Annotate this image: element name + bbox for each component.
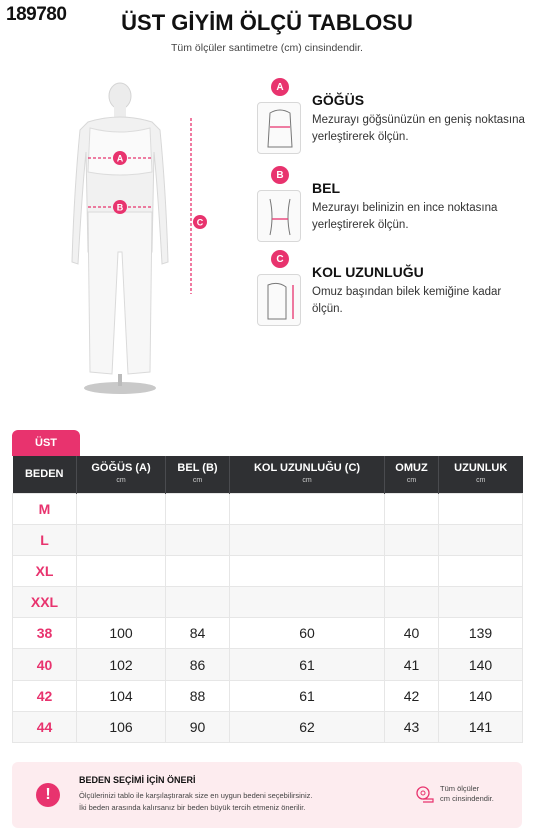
note-line-2: İki beden arasında kalırsanız bir beden büyük tercih etmeniz önerilir. — [79, 803, 306, 812]
arm-length-cell — [230, 524, 385, 555]
chest-cell: 102 — [77, 649, 166, 680]
note-unit-line-1: Tüm ölçüler — [440, 784, 480, 793]
measuring-tape-icon — [414, 784, 434, 804]
header-arm-length: KOL UZUNLUĞU (C) cm — [230, 456, 385, 493]
measure-waist — [255, 166, 530, 246]
figure-label-a-text: A — [116, 153, 124, 164]
table-row — [13, 711, 523, 742]
header-chest: GÖĞÜS (A) cm — [77, 456, 166, 493]
badge-a: A — [271, 78, 289, 96]
chest-cell — [77, 587, 166, 618]
size-cell: 44 — [13, 711, 77, 742]
badge-b: B — [271, 166, 289, 184]
arm-length-cell: 62 — [230, 711, 385, 742]
chest-cell: 106 — [77, 711, 166, 742]
chest-cell: 100 — [77, 618, 166, 649]
header-length: UZUNLUK cm — [439, 456, 523, 493]
note-line-1: Ölçülerinizi tablo ile karşılaştırarak size en uygun bedeni seçebilirsiniz. — [79, 791, 313, 800]
length-cell — [439, 555, 523, 586]
measure-waist-title: BEL — [312, 180, 340, 196]
badge-c: C — [271, 250, 289, 268]
measure-waist-desc: Mezurayı belinizin en ince noktasına yerleştirerek ölçün. — [312, 202, 498, 231]
size-cell: 38 — [13, 618, 77, 649]
chest-measure-icon — [257, 102, 301, 154]
length-cell: 140 — [439, 680, 523, 711]
chest-cell: 104 — [77, 680, 166, 711]
arm-length-cell: 60 — [230, 618, 385, 649]
table-row — [13, 649, 523, 680]
size-cell: XL — [13, 555, 77, 586]
arm-length-cell — [230, 555, 385, 586]
table-row — [13, 524, 523, 555]
arm-length-cell — [230, 493, 385, 524]
chest-cell — [77, 555, 166, 586]
page-subtitle: Tüm ölçüler santimetre (cm) cinsindendir. — [171, 42, 363, 54]
size-cell: XXL — [13, 587, 77, 618]
header-waist-unit: cm — [192, 476, 203, 484]
table-row — [13, 493, 523, 524]
shoulder-cell: 42 — [385, 680, 439, 711]
arm-length-cell — [230, 587, 385, 618]
size-cell: 40 — [13, 649, 77, 680]
measure-arm-length-desc: Omuz başından bilek kemiğine kadar ölçün. — [312, 286, 502, 315]
arm-length-cell: 61 — [230, 680, 385, 711]
table-row — [13, 587, 523, 618]
waist-cell: 84 — [166, 618, 230, 649]
measure-arm-length-title: KOL UZUNLUĞU — [312, 264, 424, 280]
shoulder-cell: 41 — [385, 649, 439, 680]
arm-length-measure-icon — [257, 274, 301, 326]
length-cell — [439, 587, 523, 618]
waist-cell — [166, 493, 230, 524]
measure-arm-length — [255, 250, 530, 330]
size-cell: 42 — [13, 680, 77, 711]
header-shoulder-unit: cm — [406, 476, 417, 484]
length-cell: 139 — [439, 618, 523, 649]
shoulder-cell — [385, 524, 439, 555]
shoulder-cell — [385, 555, 439, 586]
exclamation-icon: ! — [36, 783, 60, 807]
measure-chest — [255, 78, 530, 158]
waist-cell: 90 — [166, 711, 230, 742]
figure-label-c-text: C — [196, 217, 204, 228]
header-size: BEDEN — [13, 456, 77, 493]
note-title: BEDEN SEÇİMİ İÇİN ÖNERİ — [79, 775, 196, 785]
size-recommendation-note — [12, 762, 522, 828]
waist-cell — [166, 587, 230, 618]
chest-cell — [77, 524, 166, 555]
arm-length-cell: 61 — [230, 649, 385, 680]
waist-cell: 88 — [166, 680, 230, 711]
shoulder-cell — [385, 587, 439, 618]
header-arm-length-unit: cm — [302, 476, 312, 484]
size-table — [12, 456, 523, 743]
length-cell: 141 — [439, 711, 523, 742]
figure-label-b-text: B — [116, 202, 124, 213]
mannequin-illustration — [28, 82, 218, 402]
page-title: ÜST GİYİM ÖLÇÜ TABLOSU — [121, 10, 413, 35]
chest-cell — [77, 493, 166, 524]
table-row — [13, 680, 523, 711]
table-row — [13, 555, 523, 586]
tab-ust[interactable]: ÜST — [12, 430, 80, 456]
header-waist: BEL (B) cm — [166, 456, 230, 493]
waist-cell: 86 — [166, 649, 230, 680]
header-chest-unit: cm — [116, 476, 126, 484]
note-unit-line-2: cm cinsindendir. — [440, 794, 494, 803]
length-cell — [439, 524, 523, 555]
shoulder-cell: 40 — [385, 618, 439, 649]
waist-cell — [166, 555, 230, 586]
note-text — [79, 790, 379, 814]
size-cell: L — [13, 524, 77, 555]
size-cell: M — [13, 493, 77, 524]
product-code: 189780 — [6, 4, 67, 25]
waist-measure-icon — [257, 190, 301, 242]
length-cell: 140 — [439, 649, 523, 680]
length-cell — [439, 493, 523, 524]
measure-chest-desc: Mezurayı göğsünüzün en geniş noktasına yerleştirerek ölçün. — [312, 114, 525, 143]
shoulder-cell: 43 — [385, 711, 439, 742]
table-row — [13, 618, 523, 649]
shoulder-cell — [385, 493, 439, 524]
header-shoulder: OMUZ cm — [385, 456, 439, 493]
waist-cell — [166, 524, 230, 555]
table-header-row — [13, 456, 523, 493]
measure-chest-title: GÖĞÜS — [312, 92, 365, 108]
note-unit-text — [440, 784, 518, 804]
header-length-unit: cm — [476, 476, 486, 484]
